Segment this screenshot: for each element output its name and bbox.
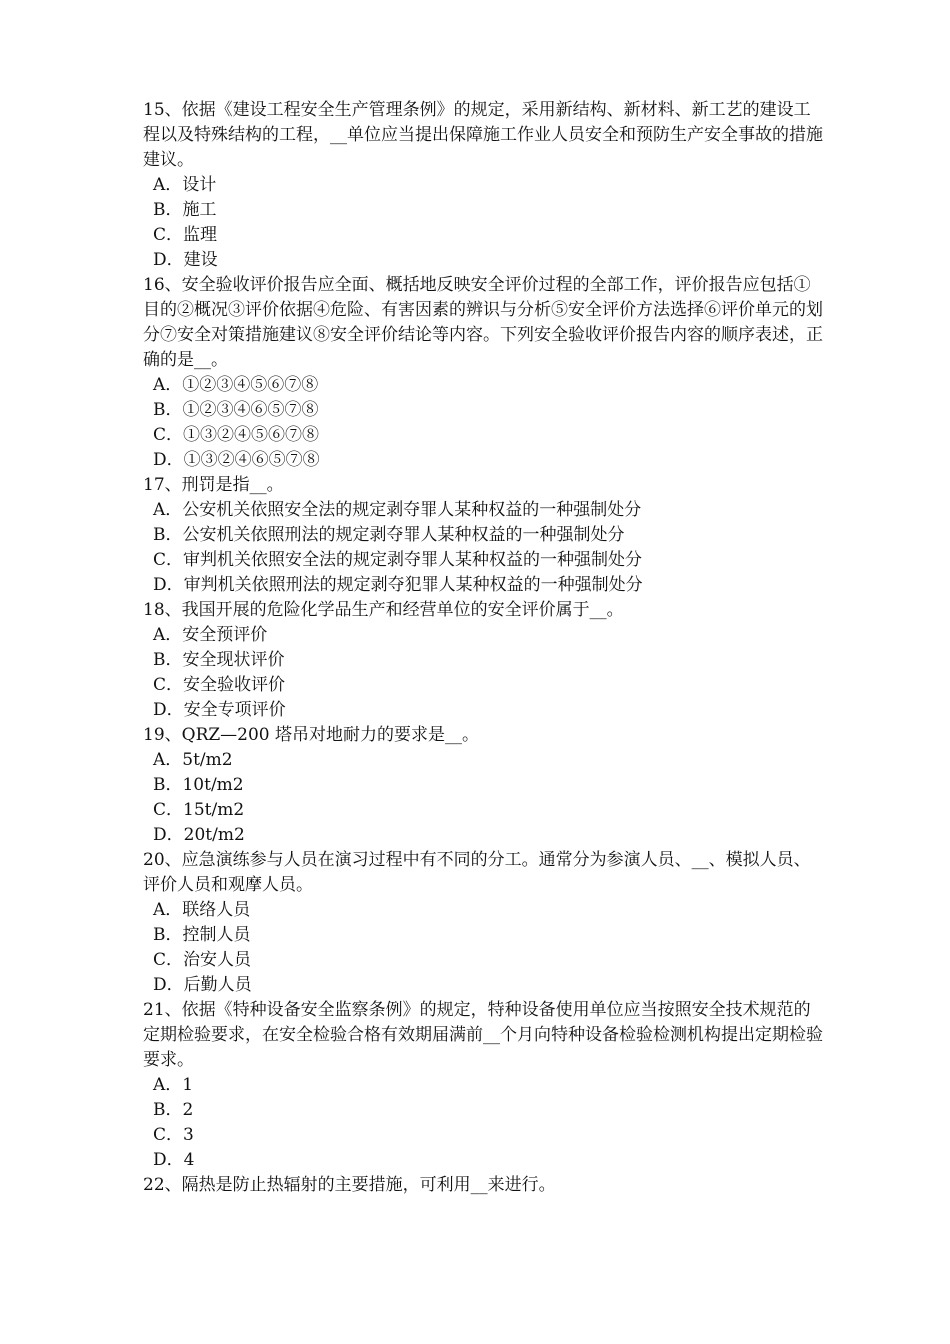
question-stem: 22、隔热是防止热辐射的主要措施，可利用__来进行。 <box>143 1175 556 1195</box>
option-a: A．公安机关依照安全法的规定剥夺罪人某种权益的一种强制处分 <box>153 500 642 520</box>
option-d: D．4 <box>153 1150 195 1170</box>
question-stem: 16、安全验收评价报告应全面、概括地反映安全评价过程的全部工作，评价报告应包括①目的②概况③评价依据④危险、有害因素的辨识与分析⑤安全评价方法选择⑥评价单元的划分⑦安全对策措施建议⑧安全评价结论等内容。下列安全验收评价报告内容的顺序表述，正确的是__。 <box>143 275 823 370</box>
question-stem: 19、QRZ—200 塔吊对地耐力的要求是__。 <box>143 725 480 745</box>
option-a: A．①②③④⑤⑥⑦⑧ <box>153 375 319 395</box>
option-c: C．安全验收评价 <box>153 675 286 695</box>
option-d: D．后勤人员 <box>153 975 252 995</box>
option-b: B．①②③④⑥⑤⑦⑧ <box>153 400 319 420</box>
option-a: A．5t/m2 <box>153 750 233 770</box>
option-d: D．①③②④⑥⑤⑦⑧ <box>153 450 320 470</box>
question-stem: 21、依据《特种设备安全监察条例》的规定，特种设备使用单位应当按照安全技术规范的定期检验要求，在安全检验合格有效期届满前__个月向特种设备检验检测机构提出定期检验要求。 <box>143 1000 823 1070</box>
option-c: C．治安人员 <box>153 950 252 970</box>
option-c: C．审判机关依照安全法的规定剥夺罪人某种权益的一种强制处分 <box>153 550 643 570</box>
question-stem: 17、刑罚是指__。 <box>143 475 284 495</box>
option-b: B．2 <box>153 1100 194 1120</box>
option-d: D．审判机关依照刑法的规定剥夺犯罪人某种权益的一种强制处分 <box>153 575 643 595</box>
option-b: B．施工 <box>153 200 217 220</box>
question-22 <box>143 1173 823 1198</box>
option-d: D．安全专项评价 <box>153 700 286 720</box>
option-c: C．监理 <box>153 225 218 245</box>
question-list <box>143 98 823 1198</box>
option-b: B．10t/m2 <box>153 775 244 795</box>
option-c: C．①③②④⑤⑥⑦⑧ <box>153 425 320 445</box>
option-b: B．公安机关依照刑法的规定剥夺罪人某种权益的一种强制处分 <box>153 525 625 545</box>
option-a: A．设计 <box>153 175 217 195</box>
question-stem: 15、依据《建设工程安全生产管理条例》的规定，采用新结构、新材料、新工艺的建设工程以及特殊结构的工程，__单位应当提出保障施工作业人员安全和预防生产安全事故的措施建议。 <box>143 100 823 170</box>
option-c: C．3 <box>153 1125 194 1145</box>
question-18 <box>143 598 823 723</box>
question-15 <box>143 98 823 273</box>
question-16 <box>143 273 823 473</box>
option-d: D．建设 <box>153 250 218 270</box>
question-stem: 18、我国开展的危险化学品生产和经营单位的安全评价属于__。 <box>143 600 624 620</box>
option-b: B．控制人员 <box>153 925 251 945</box>
question-20 <box>143 848 823 998</box>
question-stem: 20、应急演练参与人员在演习过程中有不同的分工。通常分为参演人员、__、模拟人员、评价人员和观摩人员。 <box>143 850 811 895</box>
option-a: A．安全预评价 <box>153 625 268 645</box>
option-d: D．20t/m2 <box>153 825 245 845</box>
option-c: C．15t/m2 <box>153 800 245 820</box>
option-a: A．联络人员 <box>153 900 251 920</box>
question-17 <box>143 473 823 598</box>
question-19 <box>143 723 823 848</box>
option-b: B．安全现状评价 <box>153 650 285 670</box>
question-21 <box>143 998 823 1173</box>
option-a: A．1 <box>153 1075 194 1095</box>
